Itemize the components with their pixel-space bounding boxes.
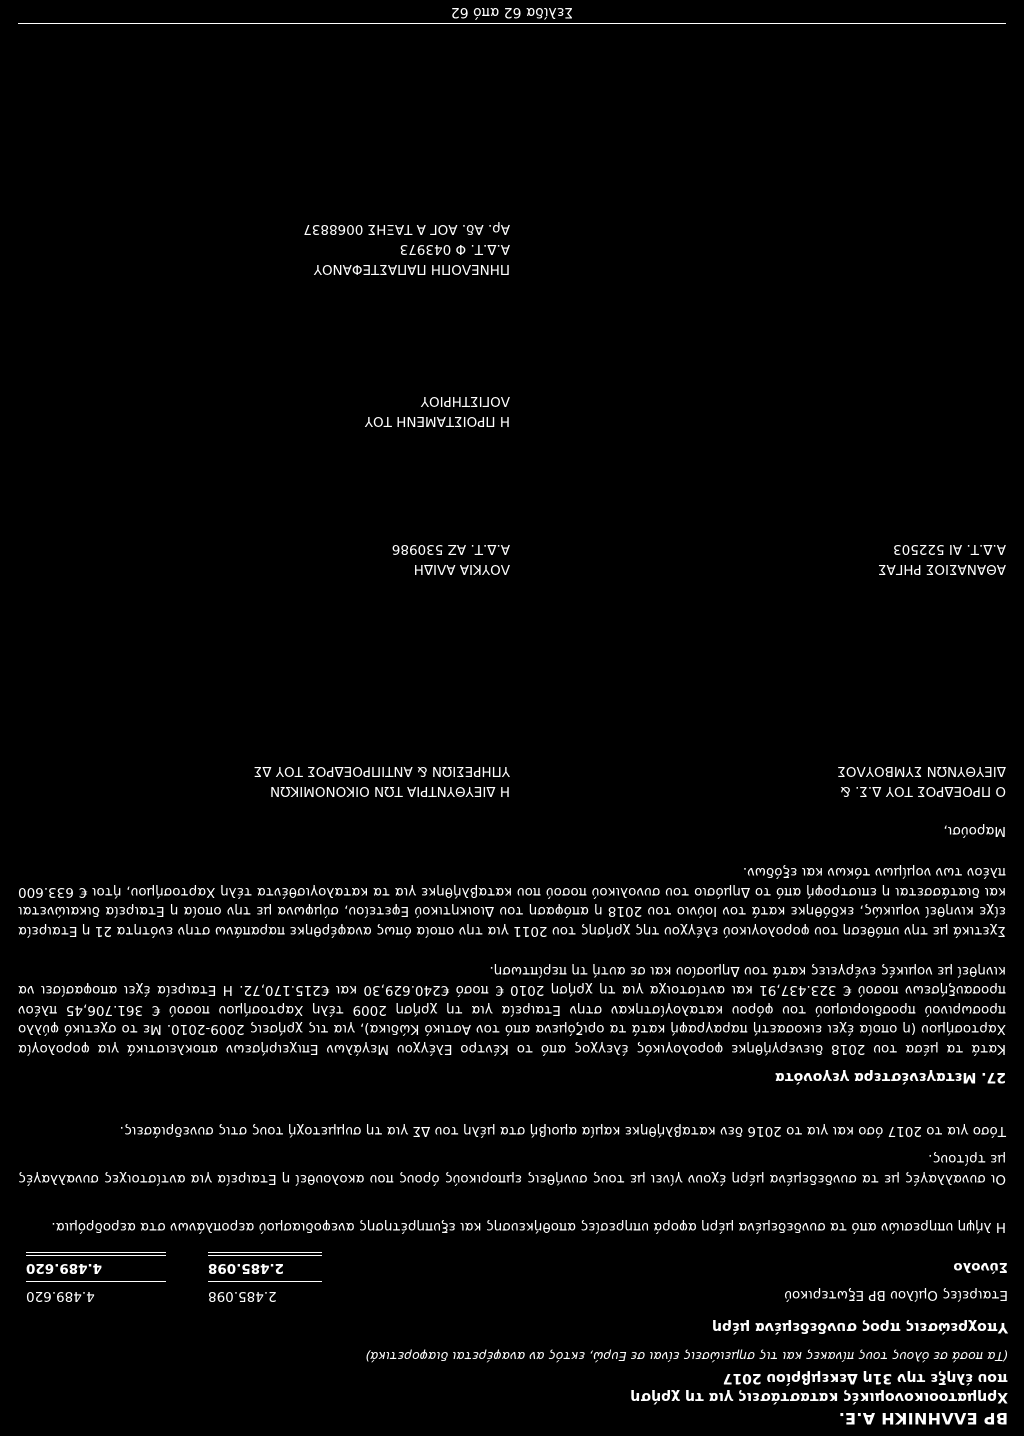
signature-chief-accountant-name: ΠΗΝΕΛΟΠΗ ΠΑΠΑΣΤΕΦΑΝΟΥ	[313, 261, 510, 277]
company-name: BP ΕΛΛΗΝΙΚΗ Α.Ε.	[838, 1409, 1008, 1428]
signature-cfo-title-2: ΥΠΗΡΕΣΙΩΝ & ΑΝΤΙΠΡΟΕΔΡΟΣ ΤΟΥ ΔΣ	[253, 763, 510, 779]
obligations-heading: Υποχρεώσεις προς συνδεδεμένα μέρη	[712, 1319, 1008, 1335]
statement-title-line1: Χρηματοοικονομικές καταστάσεις για τη χρήση	[630, 1389, 1008, 1405]
section-27-paragraph-1: Κατά τα μέσα του 2018 διενεργήθηκε φορολογικός έλεγχος από το Κέντρο Ελέγχου Μεγάλων Επιχειρήσεων αποκλειστικά για φορολογία Χαρτοσήμου (η οποία έχει εικοσαετή παραγραφή κατά τα οριζόμενα από τον Αστικό Κώδικα), για τις χρήσεις 2009-2010. Με το σχετικό φύλλο προσωρινού προσδιορισμού του φόρου καταλογίστηκαν στην Εταιρεία για τη χρήση 2009 τέλη Χαρτοσήμου ποσού € 361.706,45 πλέον προσαυξήσεων ποσού € 323.437,91 και αντίστοιχα για τη χρήση 2010 € ποσό €240.629,30 και €215.170,72. Η Εταιρεία έχει αποφασίσει να κινηθεί με νομικές ενέργειες κατά του Δημοσίου και σε αυτή τη περίπτωση.	[18, 963, 1006, 1057]
total-rule-2016	[26, 1281, 166, 1282]
signature-chief-accountant-license: Αρ. Αδ. ΑΟΓ Α ΤΑΞΗΣ 0068837	[303, 221, 510, 237]
signature-cfo-name: ΛΟΥΚΙΑ ΑΛΙΔΗ	[413, 561, 510, 577]
obligations-total-label: Σύνολο	[953, 1259, 1008, 1275]
signature-chairman-name: ΑΘΑΝΑΣΙΟΣ ΡΗΓΑΣ	[878, 561, 1006, 577]
paragraph-services: Η λήψη υπηρεσιών από τα συνδεδεμένα μέρη αφορά υπηρεσίες αποθήκευσης και εξυπηρέτησης ανεφοδιασμού αεροπλάνων στα αεροδρόμια.	[51, 1219, 1006, 1235]
section-27-heading: 27. Μεταγενέστερα γεγονότα	[775, 1069, 1006, 1085]
paragraph-board-fees: Τόσο για το 2017 όσο και για το 2016 δεν καταβλήθηκε καμία αμοιβή στα μέλη του ΔΣ για τη συμμετοχή τους στις συνεδριάσεις.	[119, 1123, 1006, 1139]
signature-chairman-title-2: ΔΙΕΥΘΥΝΩΝ ΣΥΜΒΟΥΛΟΣ	[837, 763, 1006, 779]
section-27-paragraph-2: Σχετικά με την υπόθεση του φορολογικού ελέγχου της χρήσης του 2011 για την οποία όπως αναφέρθηκε παραπάνω στην ενότητα 21 η Εταιρεία είχε κινηθεί νομικώς, εκδόθηκε κατά τον Ιούνιο του 2018 η απόφαση του Διοικητικού Εφετείου, σύμφωνα με την οποία η Εταιρεία δικαιώνεται και διατάσσεται η επιστροφή από το Δημόσιο του συνολικού ποσού που καταβλήθηκε για τα καταλογισθέντα τέλη Χαρτοσήμου, ήτοι € 633.600 πλέον των νομίμων τόκων και εξόδων.	[18, 864, 1006, 939]
obligations-row-label: Εταιρείες Ομίλου BP Εξωτερικού	[784, 1287, 1008, 1303]
closing-place: Μαρούσι,	[943, 823, 1006, 839]
double-rule-2017-b	[208, 1252, 322, 1253]
signature-chairman-title-1: Ο ΠΡΟΕΔΡΟΣ ΤΟΥ Δ.Σ. &	[840, 783, 1006, 799]
signature-chairman-id: Α.Δ.Τ. ΑΙ 522503	[893, 541, 1006, 557]
double-rule-2017-a	[208, 1255, 322, 1256]
double-rule-2016-b	[26, 1252, 166, 1253]
signature-chief-accountant-id: Α.Δ.Τ. Φ 043973	[399, 241, 510, 257]
currency-note: (Τα ποσά σε όλους τους πίνακες και τις σημειώσεις είναι σε Ευρώ, εκτός αν αναφέρεται διαφορετικά)	[365, 1349, 1008, 1364]
signature-cfo-title-1: Η ΔΙΕΥΘΥΝΤΡΙΑ ΤΩΝ ΟΙΚΟΝΟΜΙΚΩΝ	[270, 783, 510, 799]
signature-chief-accountant-title-1: Η ΠΡΟΙΣΤΑΜΕΝΗ ΤΟΥ	[364, 413, 510, 429]
page-number: Σελίδα 62 από 62	[450, 4, 574, 20]
signature-chief-accountant-title-2: ΛΟΓΙΣΤΗΡΙΟΥ	[420, 393, 510, 409]
obligations-total-value-2016: 4.489.620	[26, 1260, 103, 1276]
double-rule-2016-a	[26, 1255, 166, 1256]
obligations-row-value-2016: 4.489.620	[26, 1288, 95, 1304]
obligations-total-value-2017: 2.485.098	[208, 1260, 285, 1276]
obligations-row-value-2017: 2.485.098	[208, 1288, 277, 1304]
signature-cfo-id: Α.Δ.Τ. ΑΖ 530986	[391, 541, 510, 557]
statement-title-line2: που έληξε την 31η Δεκεμβρίου 2017	[722, 1370, 1008, 1386]
total-rule-2017	[208, 1281, 322, 1282]
footer-rule	[18, 23, 1006, 24]
paragraph-transactions: Οι συναλλαγές με τα συνδεδεμένα μέρη έχουν γίνει με τους συνήθεις εμπορικούς όρους που ακολουθεί η Εταιρεία για αντίστοιχες συναλλαγές με τρίτους.	[18, 1151, 1006, 1187]
